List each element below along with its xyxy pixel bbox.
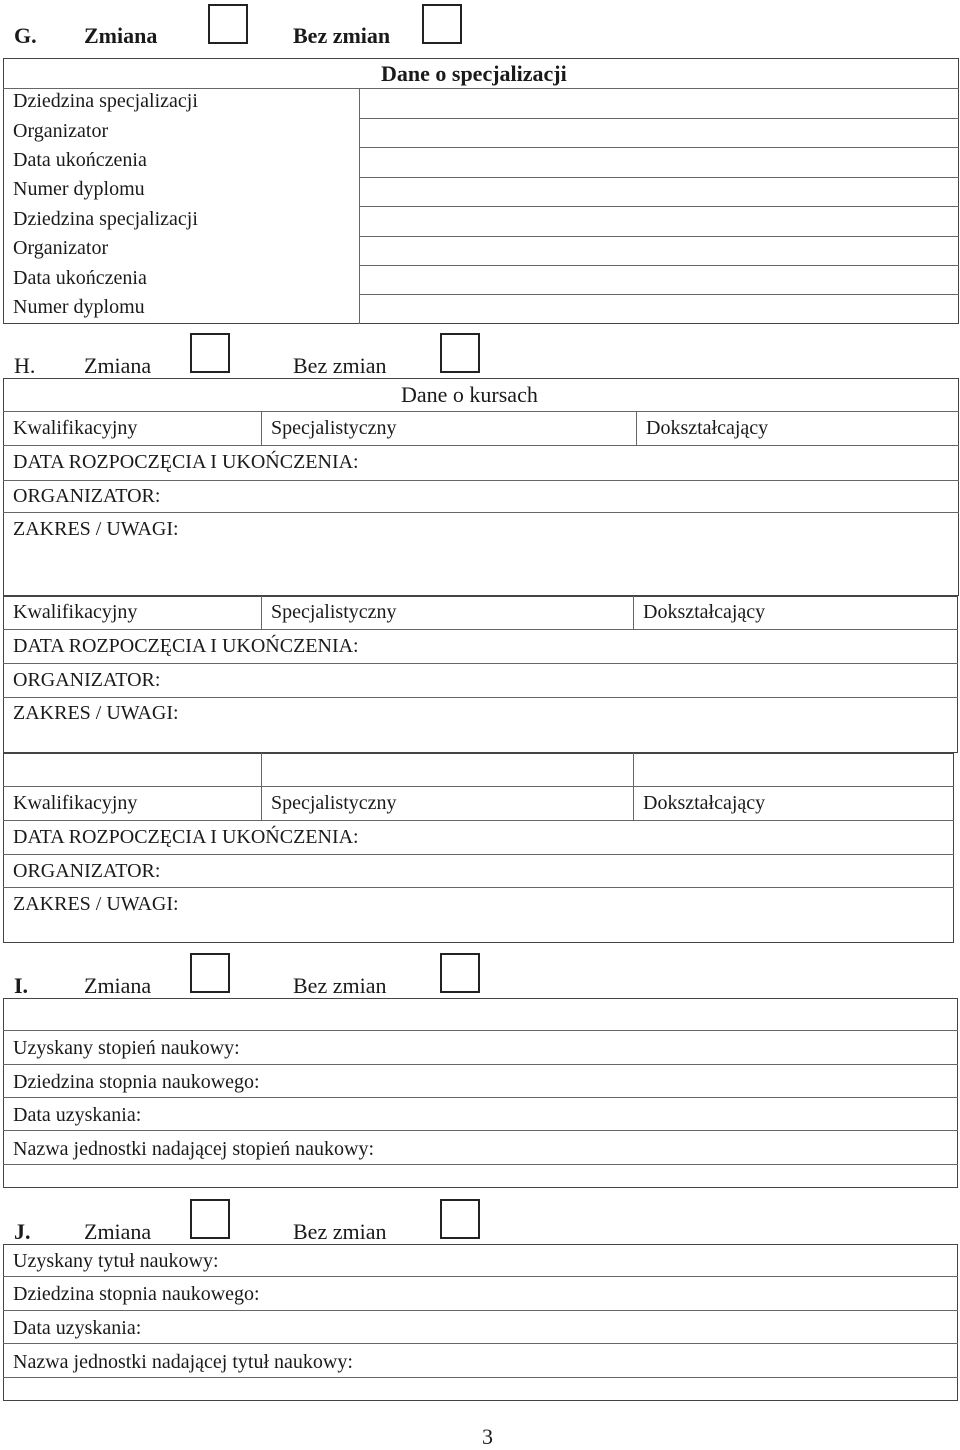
divider — [261, 411, 262, 445]
academic-title-label: Uzyskany tytuł naukowy: — [13, 1250, 219, 1272]
course-type-further-training: Dokształcający — [643, 601, 766, 623]
course-dates-label: DATA ROZPOCZĘCIA I UKOŃCZENIA: — [13, 451, 359, 473]
divider — [3, 1130, 958, 1131]
course-scope-label: ZAKRES / UWAGI: — [13, 893, 179, 915]
degree-label: Uzyskany stopień naukowy: — [13, 1037, 240, 1059]
row-label: Numer dyplomu — [13, 178, 145, 200]
divider — [3, 1030, 958, 1031]
section-h-letter: H. — [14, 353, 36, 378]
section-i-change-checkbox[interactable] — [190, 953, 230, 993]
row-label: Data ukończenia — [13, 149, 147, 171]
divider — [3, 1276, 958, 1277]
section-j-change-checkbox[interactable] — [190, 1199, 230, 1239]
course-organizer-label: ORGANIZATOR: — [13, 485, 161, 507]
divider — [3, 1164, 958, 1165]
section-g-change-checkbox[interactable] — [208, 4, 248, 44]
row-label: Dziedzina specjalizacji — [13, 208, 198, 230]
divider — [3, 629, 958, 630]
divider — [3, 88, 959, 89]
row-label: Organizator — [13, 237, 109, 259]
divider — [359, 118, 959, 119]
divider — [359, 236, 959, 237]
divider — [3, 445, 959, 446]
row-label: Numer dyplomu — [13, 296, 145, 318]
section-i-letter: I. — [14, 973, 29, 998]
row-label: Data ukończenia — [13, 267, 147, 289]
course-type-specialist: Specjalistyczny — [271, 417, 397, 439]
degree-field-label: Dziedzina stopnia naukowego: — [13, 1071, 260, 1093]
divider — [3, 786, 954, 787]
course-type-qualifying: Kwalifikacyjny — [13, 792, 138, 814]
course-type-specialist: Specjalistyczny — [271, 792, 397, 814]
course-type-further-training: Dokształcający — [643, 792, 766, 814]
degree-unit-label: Nazwa jednostki nadającej stopień naukowy: — [13, 1138, 374, 1160]
divider — [3, 697, 958, 698]
divider — [359, 294, 959, 295]
course-dates-label: DATA ROZPOCZĘCIA I UKOŃCZENIA: — [13, 635, 359, 657]
section-i-no-change-label: Bez zmian — [293, 973, 387, 998]
section-j-letter: J. — [14, 1219, 31, 1244]
section-i-change-label: Zmiana — [84, 973, 152, 998]
course-type-qualifying: Kwalifikacyjny — [13, 417, 138, 439]
section-g-change-label: Zmiana — [84, 23, 158, 48]
divider — [359, 206, 959, 207]
divider — [3, 411, 959, 412]
divider — [3, 512, 959, 513]
section-h-change-label: Zmiana — [84, 353, 152, 378]
section-j-no-change-checkbox[interactable] — [440, 1199, 480, 1239]
degree-date-label: Data uzyskania: — [13, 1104, 142, 1126]
page-number: 3 — [482, 1424, 493, 1449]
course-scope-label: ZAKRES / UWAGI: — [13, 702, 179, 724]
course-type-further-training: Dokształcający — [646, 417, 769, 439]
divider — [3, 663, 958, 664]
section-i-no-change-checkbox[interactable] — [440, 953, 480, 993]
divider — [633, 596, 634, 629]
section-h-no-change-label: Bez zmian — [293, 353, 387, 378]
divider — [359, 177, 959, 178]
course-type-specialist: Specjalistyczny — [271, 601, 397, 623]
divider — [359, 265, 959, 266]
divider — [3, 1343, 958, 1344]
divider — [3, 854, 954, 855]
course-dates-label: DATA ROZPOCZĘCIA I UKOŃCZENIA: — [13, 826, 359, 848]
divider — [633, 753, 634, 820]
divider — [261, 753, 262, 820]
divider — [3, 887, 954, 888]
title-unit-label: Nazwa jednostki nadającej tytuł naukowy: — [13, 1351, 353, 1373]
course-organizer-label: ORGANIZATOR: — [13, 860, 161, 882]
divider — [261, 596, 262, 629]
divider — [3, 1377, 958, 1378]
course-type-qualifying: Kwalifikacyjny — [13, 601, 138, 623]
row-label: Organizator — [13, 120, 109, 142]
section-g-no-change-label: Bez zmian — [293, 23, 391, 48]
section-j-no-change-label: Bez zmian — [293, 1219, 387, 1244]
section-g-no-change-checkbox[interactable] — [422, 4, 462, 44]
section-j-change-label: Zmiana — [84, 1219, 152, 1244]
divider — [3, 820, 954, 821]
course-organizer-label: ORGANIZATOR: — [13, 669, 161, 691]
course-scope-label: ZAKRES / UWAGI: — [13, 518, 179, 540]
title-date-label: Data uzyskania: — [13, 1317, 142, 1339]
divider — [3, 1310, 958, 1311]
divider — [3, 1064, 958, 1065]
section-h-change-checkbox[interactable] — [190, 333, 230, 373]
divider — [636, 411, 637, 445]
specialization-table-title: Dane o specjalizacji — [381, 61, 567, 86]
section-h-no-change-checkbox[interactable] — [440, 333, 480, 373]
section-g-letter: G. — [14, 23, 37, 48]
divider — [3, 1097, 958, 1098]
divider — [3, 480, 959, 481]
divider — [359, 147, 959, 148]
title-field-label: Dziedzina stopnia naukowego: — [13, 1283, 260, 1305]
row-label: Dziedzina specjalizacji — [13, 90, 198, 112]
courses-table-title: Dane o kursach — [401, 382, 538, 407]
